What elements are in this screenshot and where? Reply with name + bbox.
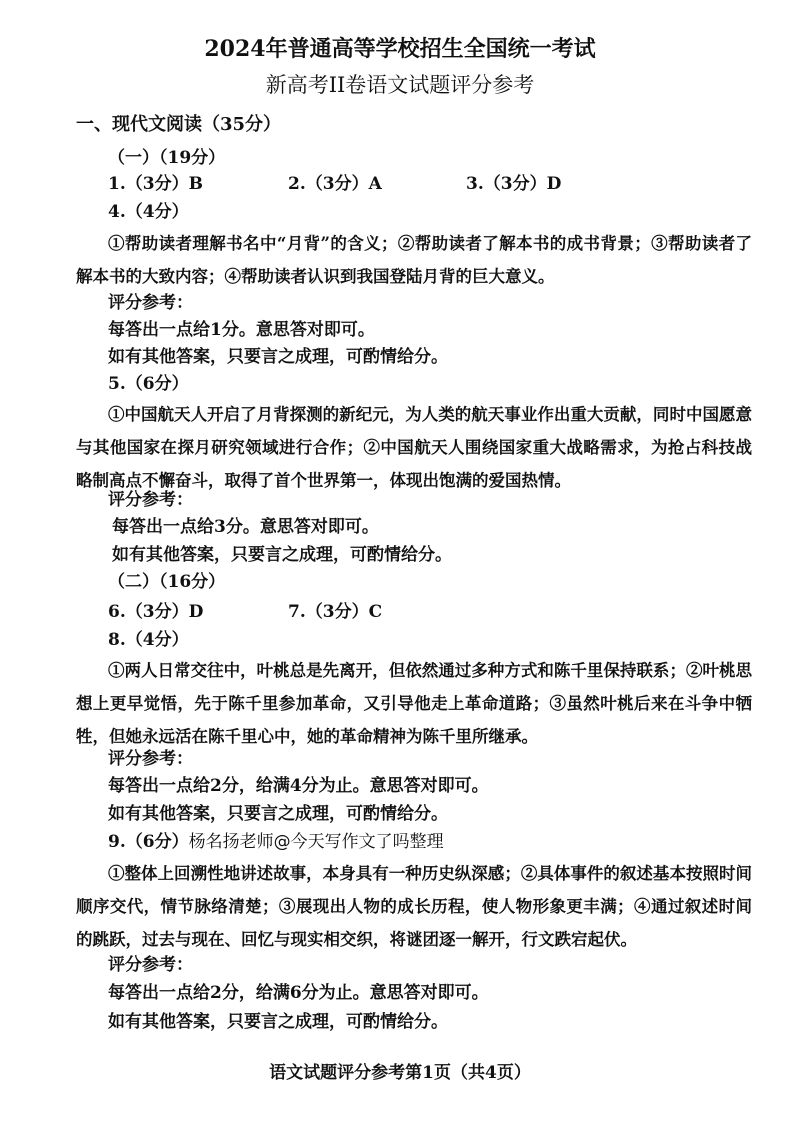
answer-q3: 3.（3分）D (466, 174, 562, 194)
q8-scoring-2: 如有其他答案，只要言之成理，可酌情给分。 (108, 804, 448, 824)
q9-scoring-2: 如有其他答案，只要言之成理，可酌情给分。 (108, 1012, 448, 1032)
q4-answer: ①帮助读者理解书名中“月背”的含义；②帮助读者了解本书的成书背景；③帮助读者了解本书的大致内容；④帮助读者认识到我国登陆月背的巨大意义。 (76, 234, 752, 286)
q5-answer: ①中国航天人开启了月背探测的新纪元，为人类的航天事业作出重大贡献，同时中国愿意与其他国家在探月研究领域进行合作；②中国航天人围绕国家重大战略需求，为抢占科技战略制高点不懈奋斗，取得了首个世界第一，体现出饱满的爱国热情。 (76, 405, 752, 490)
page-footer: 语文试题评分参考第1页（共4页） (269, 1063, 531, 1083)
page-title: 2024年普通高等学校招生全国统一考试 (204, 36, 596, 62)
answer-q6: 6.（3分）D (108, 602, 204, 622)
q8-answer: ①两人日常交往中，叶桃总是先离开，但依然通过多种方式和陈千里保持联系；②叶桃思想上更早觉悟，先于陈千里参加革命，又引导他走上革命道路；③虽然叶桃后来在斗争中牺牲，但她永远活在陈千里心中，她的革命精神为陈千里所继承。 (76, 661, 752, 746)
q8-scoring-label: 评分参考： (108, 749, 193, 769)
part2-heading: （二）（16分） (108, 572, 226, 592)
part1-heading: （一）（19分） (108, 148, 226, 168)
answers-row-6-7 (0, 600, 800, 624)
q5-label: 5.（6分） (108, 374, 189, 394)
q5-scoring-1: 每答出一点给3分。意思答对即可。 (112, 517, 379, 537)
q8-label: 8.（4分） (108, 630, 189, 650)
q9-heading-line (108, 830, 444, 854)
q8-scoring-1: 每答出一点给2分，给满4分为止。意思答对即可。 (108, 776, 489, 796)
section-heading: 一、现代文阅读（35分） (76, 114, 282, 135)
q4-scoring-label: 评分参考： (108, 293, 193, 313)
q5-scoring-2: 如有其他答案，只要言之成理，可酌情给分。 (112, 545, 452, 565)
answer-q1: 1.（3分）B (108, 174, 203, 194)
q9-scoring-1: 每答出一点给2分，给满6分为止。意思答对即可。 (108, 983, 489, 1003)
q4-label: 4.（4分） (108, 202, 189, 222)
answer-q2: 2.（3分）A (288, 174, 382, 194)
q9-watermark-note: 杨名扬老师@今天写作文了吗整理 (188, 832, 444, 852)
page-subtitle: 新高考II卷语文试题评分参考 (265, 73, 535, 97)
q9-answer: ①整体上回溯性地讲述故事，本身具有一种历史纵深感；②具体事件的叙述基本按照时间顺序交代，情节脉络清楚；③展现出人物的成长历程，使人物形象更丰满；④通过叙述时间的跳跃，过去与现在、回忆与现实相交织，将谜团逐一解开，行文跌宕起伏。 (76, 864, 752, 949)
q9-scoring-label: 评分参考： (108, 955, 193, 975)
q9-label: 9.（6分） (108, 832, 189, 852)
q5-scoring-label: 评分参考： (108, 490, 193, 510)
answer-q7: 7.（3分）C (288, 602, 383, 622)
answers-row-1-3 (0, 172, 800, 196)
q4-scoring-1: 每答出一点给1分。意思答对即可。 (108, 320, 375, 340)
q4-scoring-2: 如有其他答案，只要言之成理，可酌情给分。 (108, 347, 448, 367)
